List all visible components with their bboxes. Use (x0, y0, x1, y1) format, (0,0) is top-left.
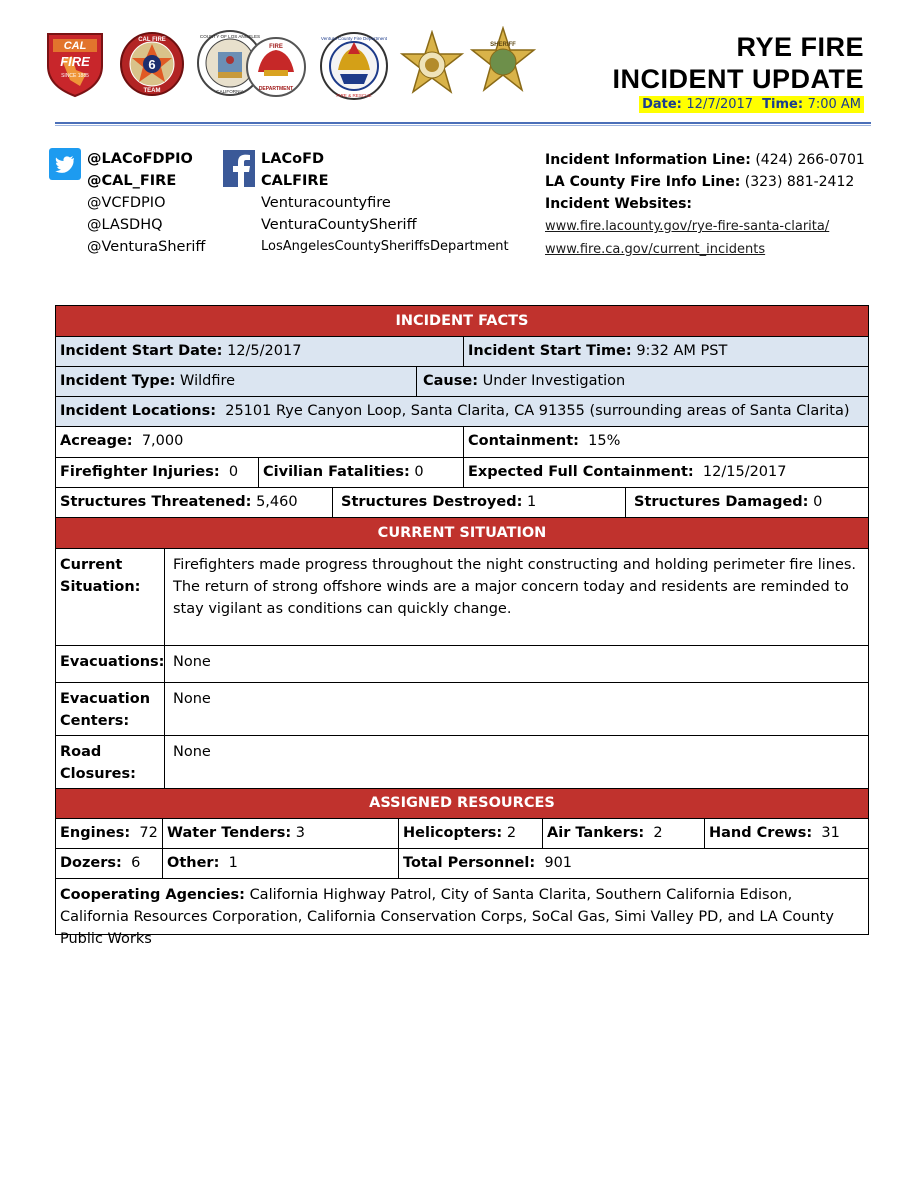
document-title-line2: INCIDENT UPDATE (612, 64, 864, 94)
svg-text:Ventura County Fire Department: Ventura County Fire Department (320, 36, 388, 41)
ventura-sheriff-star-logo (468, 26, 538, 98)
damaged-value: 0 (813, 494, 823, 510)
start-time-value: 9:32 AM PST (636, 343, 728, 359)
road-closures-label: Road Closures: (60, 744, 136, 782)
threatened-value: 5,460 (256, 494, 298, 510)
helicopters-value: 2 (506, 825, 517, 841)
containment-value: 15% (588, 433, 621, 449)
svg-text:FIRE: FIRE (269, 44, 283, 50)
civ-fatalities-value: 0 (414, 464, 424, 480)
twitter-handle[interactable]: @LACoFDPIO (87, 151, 193, 167)
structures-row (56, 488, 868, 518)
date-label: Date: (642, 97, 682, 112)
twitter-handle[interactable]: @CAL_FIRE (87, 173, 177, 189)
incident-facts-heading: INCIDENT FACTS (56, 306, 868, 337)
road-closures-row (56, 736, 868, 789)
acreage-value: 7,000 (141, 433, 184, 449)
twitter-handles (87, 148, 205, 258)
start-date-label: Incident Start Date: (60, 343, 223, 359)
document-title-line1: RYE FIRE (736, 32, 864, 62)
type-row (56, 367, 868, 397)
info-line-phone: (424) 266-0701 (755, 152, 865, 168)
svg-text:TEAM: TEAM (143, 88, 161, 94)
svg-text:CAL FIRE: CAL FIRE (138, 37, 166, 43)
facebook-page[interactable]: VenturaCountySheriff (261, 217, 417, 233)
expected-containment-label: Expected Full Containment: (468, 464, 694, 480)
evac-centers-value: None (164, 683, 868, 735)
total-personnel-label: Total Personnel: (403, 855, 536, 871)
current-situation-text: Firefighters made progress throughout the night constructing and holding perimeter fire lines. The return of strong offshore winds are a major concern today and residents are reminded to stay vigilant as conditions can quickly change. (164, 549, 868, 645)
air-tankers-value: 2 (653, 825, 663, 841)
locations-row (56, 397, 868, 427)
locations-value: 25101 Rye Canyon Loop, Santa Clarita, CA 91355 (surrounding areas of Santa Clarita) (225, 403, 850, 419)
start-date-value: 12/5/2017 (227, 343, 302, 359)
header-divider (55, 122, 871, 124)
incident-table (55, 305, 869, 947)
svg-text:FIRE & RESCUE: FIRE & RESCUE (336, 93, 372, 98)
evac-centers-label: Evacuation Centers: (60, 691, 151, 729)
engines-value: 72 (139, 825, 158, 841)
svg-text:FIRE: FIRE (60, 54, 90, 69)
helicopters-label: Helicopters: (403, 825, 503, 841)
evacuations-value: None (164, 646, 868, 682)
info-line-label: Incident Information Line: (545, 152, 751, 168)
twitter-icon (49, 148, 81, 180)
resources-row-1 (56, 819, 868, 849)
facebook-page[interactable]: Venturacountyfire (261, 195, 391, 211)
other-value: 1 (228, 855, 238, 871)
injuries-row (56, 458, 868, 488)
twitter-handle[interactable]: @VenturaSheriff (87, 239, 206, 255)
twitter-handle[interactable]: @VCFDPIO (87, 195, 166, 211)
svg-text:SINCE 1885: SINCE 1885 (61, 73, 89, 79)
cause-value: Under Investigation (482, 373, 626, 389)
la-county-fire-logos (196, 26, 308, 100)
water-tenders-label: Water Tenders: (167, 825, 292, 841)
twitter-handle[interactable]: @LASDHQ (87, 217, 163, 233)
la-fire-line-phone: (323) 881-2412 (744, 174, 855, 190)
damaged-label: Structures Damaged: (634, 494, 809, 510)
civ-fatalities-label: Civilian Fatalities: (263, 464, 410, 480)
ff-injuries-label: Firefighter Injuries: (60, 464, 220, 480)
svg-text:6: 6 (148, 57, 156, 72)
total-personnel-value: 901 (544, 855, 573, 871)
svg-text:COUNTY OF LOS ANGELES: COUNTY OF LOS ANGELES (199, 34, 261, 39)
cooperating-agencies-label: Cooperating Agencies: (60, 887, 245, 903)
website-link-lacounty[interactable]: www.fire.lacounty.gov/rye-fire-santa-clarita/ (545, 219, 830, 234)
locations-label: Incident Locations: (60, 403, 216, 419)
svg-text:CAL: CAL (63, 40, 87, 52)
start-row (56, 337, 868, 367)
facebook-page[interactable]: LosAngelesCountySheriffsDepartment (261, 239, 509, 254)
facebook-page[interactable]: CALFIRE (261, 173, 329, 189)
acreage-label: Acreage: (60, 433, 133, 449)
cooperating-agencies-row (56, 879, 868, 947)
current-situation-label: Current Situation: (60, 557, 141, 595)
resources-row-2 (56, 849, 868, 879)
time-label: Time: (762, 97, 804, 112)
svg-text:CALIFORNIA: CALIFORNIA (216, 89, 244, 94)
websites-label: Incident Websites: (545, 196, 693, 212)
cause-label: Cause: (423, 373, 479, 389)
evacuations-label: Evacuations: (60, 654, 165, 670)
date-value: 12/7/2017 (686, 97, 754, 112)
threatened-label: Structures Threatened: (60, 494, 252, 510)
evacuations-row (56, 646, 868, 683)
acreage-row (56, 427, 868, 458)
incident-type-value: Wildfire (180, 373, 236, 389)
facebook-icon (223, 150, 255, 187)
road-closures-value: None (164, 736, 868, 788)
destroyed-value: 1 (526, 494, 537, 510)
air-tankers-label: Air Tankers: (547, 825, 645, 841)
facebook-page[interactable]: LACoFD (261, 151, 325, 167)
start-time-label: Incident Start Time: (468, 343, 632, 359)
hand-crews-label: Hand Crews: (709, 825, 813, 841)
situation-row (56, 549, 868, 646)
cooperating-agencies-value: California Highway Patrol, City of Santa Clarita, Southern California Edison, California Resources Corporation, California Conservation Corps, SoCal Gas, Simi Valley PD, and LA County Public Works (60, 887, 834, 947)
expected-containment-value: 12/15/2017 (702, 464, 787, 480)
time-value: 7:00 AM (807, 97, 861, 112)
assigned-resources-heading: ASSIGNED RESOURCES (56, 789, 868, 819)
svg-text:DEPARTMENT: DEPARTMENT (258, 86, 294, 92)
facebook-pages (261, 148, 509, 258)
current-situation-heading: CURRENT SITUATION (56, 518, 868, 549)
svg-text:SHERIFF: SHERIFF (490, 42, 516, 48)
dozers-value: 6 (131, 855, 141, 871)
ff-injuries-value: 0 (228, 464, 239, 480)
la-fire-line-label: LA County Fire Info Line: (545, 174, 741, 190)
header-divider-shadow (55, 125, 871, 126)
dozers-label: Dozers: (60, 855, 122, 871)
date-time-highlight (639, 96, 864, 113)
engines-label: Engines: (60, 825, 131, 841)
hand-crews-value: 31 (821, 825, 840, 841)
water-tenders-value: 3 (295, 825, 305, 841)
lasd-sheriff-star-logo (398, 30, 466, 98)
calfire-logo (44, 30, 106, 98)
calfire-team6-logo (118, 30, 186, 98)
containment-label: Containment: (468, 433, 579, 449)
incident-contact-info (545, 149, 865, 261)
ventura-county-fire-logo (318, 30, 390, 102)
evac-centers-row (56, 683, 868, 736)
incident-type-label: Incident Type: (60, 373, 176, 389)
other-label: Other: (167, 855, 220, 871)
website-link-calfire[interactable]: www.fire.ca.gov/current_incidents (545, 242, 766, 257)
destroyed-label: Structures Destroyed: (341, 494, 523, 510)
